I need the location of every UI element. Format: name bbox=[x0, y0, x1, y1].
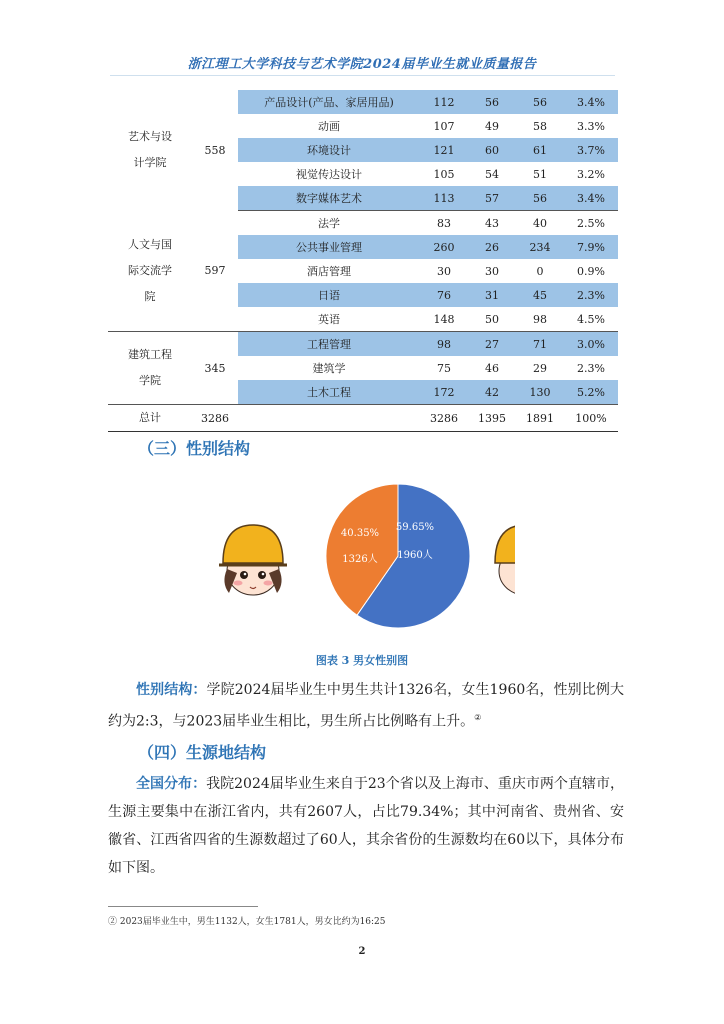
table-row bbox=[108, 90, 618, 114]
pct-cell: 3.2% bbox=[577, 167, 605, 181]
major-stats-table bbox=[108, 90, 618, 432]
female-cell: 56 bbox=[516, 90, 564, 114]
major-cell: 土木工程 bbox=[238, 380, 420, 405]
major-cell: 酒店管理 bbox=[307, 265, 351, 278]
female-cell: 29 bbox=[533, 361, 547, 375]
header-divider bbox=[110, 75, 615, 76]
pct-cell: 3.4% bbox=[564, 186, 618, 211]
male-cell: 30 bbox=[485, 264, 499, 278]
female-cell: 0 bbox=[536, 264, 544, 278]
slice-label-female-count: 1960人 bbox=[397, 550, 433, 561]
major-cell: 建筑学 bbox=[312, 362, 346, 375]
slice-label-male-pct: 40.35% bbox=[340, 528, 380, 539]
origin-lead: 全国分布： bbox=[136, 776, 207, 792]
total-cell: 113 bbox=[420, 186, 468, 211]
pct-cell: 3.3% bbox=[577, 119, 605, 133]
total-cell: 121 bbox=[420, 138, 468, 162]
pct-cell: 100% bbox=[564, 405, 618, 432]
female-cell: 1891 bbox=[516, 405, 564, 432]
female-cell: 61 bbox=[516, 138, 564, 162]
major-cell: 数字媒体艺术 bbox=[238, 186, 420, 211]
total-cell: 30 bbox=[437, 264, 451, 278]
college-name-cell: 艺术与设 计学院 bbox=[128, 130, 172, 170]
pct-cell: 2.3% bbox=[577, 361, 605, 375]
major-cell: 环境设计 bbox=[238, 138, 420, 162]
section-heading-gender: （三）性别结构 bbox=[138, 439, 251, 458]
male-cell: 42 bbox=[468, 380, 516, 405]
mascot-right-icon bbox=[495, 525, 515, 595]
gender-pie-chart bbox=[215, 478, 515, 643]
origin-paragraph bbox=[108, 770, 624, 882]
male-cell: 27 bbox=[468, 332, 516, 357]
total-cell: 105 bbox=[433, 167, 455, 181]
college-name-cell: 人文与国 际交流学 院 bbox=[108, 211, 192, 332]
total-cell: 112 bbox=[420, 90, 468, 114]
male-cell: 31 bbox=[468, 283, 516, 307]
major-cell: 日语 bbox=[238, 283, 420, 307]
male-cell: 56 bbox=[468, 90, 516, 114]
college-count-cell: 597 bbox=[192, 211, 238, 332]
pct-cell: 3.4% bbox=[564, 90, 618, 114]
male-cell: 26 bbox=[468, 235, 516, 259]
footnote: ② 2023届毕业生中，男生1132人，女生1781人，男女比约为16:25 bbox=[108, 917, 386, 927]
table-row bbox=[108, 332, 618, 357]
major-cell: 英语 bbox=[238, 307, 420, 332]
male-cell: 46 bbox=[485, 361, 499, 375]
gender-paragraph bbox=[108, 676, 624, 736]
college-name-cell: 建筑工程 学院 bbox=[108, 332, 192, 405]
total-cell: 107 bbox=[433, 119, 455, 133]
total-count-cell: 3286 bbox=[192, 405, 238, 432]
major-cell: 视觉传达设计 bbox=[296, 168, 362, 181]
footnote-ref[interactable]: ② bbox=[474, 713, 482, 722]
female-cell: 45 bbox=[516, 283, 564, 307]
pct-cell: 0.9% bbox=[577, 264, 605, 278]
total-label-cell: 总计 bbox=[108, 405, 192, 432]
total-cell: 148 bbox=[420, 307, 468, 332]
female-cell: 98 bbox=[516, 307, 564, 332]
total-cell: 75 bbox=[437, 361, 451, 375]
male-cell: 54 bbox=[485, 167, 499, 181]
male-cell: 57 bbox=[468, 186, 516, 211]
female-cell: 71 bbox=[516, 332, 564, 357]
total-cell: 3286 bbox=[420, 405, 468, 432]
college-count-cell: 345 bbox=[192, 332, 238, 405]
total-cell: 83 bbox=[437, 216, 451, 230]
male-cell: 50 bbox=[468, 307, 516, 332]
gender-lead: 性别结构： bbox=[136, 682, 207, 698]
table-total-row bbox=[108, 405, 618, 432]
empty-cell bbox=[238, 405, 420, 432]
female-cell: 51 bbox=[533, 167, 547, 181]
total-cell: 98 bbox=[420, 332, 468, 357]
major-cell: 法学 bbox=[318, 217, 340, 230]
female-cell: 130 bbox=[516, 380, 564, 405]
table-row bbox=[108, 211, 618, 236]
major-cell: 动画 bbox=[318, 120, 340, 133]
section-heading-origin: （四）生源地结构 bbox=[138, 743, 267, 762]
slice-label-male-count: 1326人 bbox=[342, 554, 378, 565]
female-cell: 40 bbox=[533, 216, 547, 230]
male-cell: 1395 bbox=[468, 405, 516, 432]
major-cell: 公共事业管理 bbox=[238, 235, 420, 259]
female-cell: 58 bbox=[533, 119, 547, 133]
slice-label-female-pct: 59.65% bbox=[395, 522, 435, 533]
male-cell: 43 bbox=[485, 216, 499, 230]
female-cell: 234 bbox=[516, 235, 564, 259]
total-cell: 76 bbox=[420, 283, 468, 307]
major-cell: 工程管理 bbox=[238, 332, 420, 357]
major-cell: 产品设计(产品、家居用品) bbox=[238, 90, 420, 114]
pct-cell: 2.3% bbox=[564, 283, 618, 307]
page-header-title: 浙江理工大学科技与艺术学院2024届毕业生就业质量报告 bbox=[187, 57, 537, 72]
college-count-cell: 558 bbox=[204, 143, 226, 157]
mascot-left-icon bbox=[219, 525, 287, 595]
pct-cell: 7.9% bbox=[564, 235, 618, 259]
pct-cell: 3.0% bbox=[564, 332, 618, 357]
male-cell: 49 bbox=[485, 119, 499, 133]
footnote-divider bbox=[108, 906, 258, 907]
page-number: 2 bbox=[358, 946, 366, 957]
pct-cell: 3.7% bbox=[564, 138, 618, 162]
pct-cell: 2.5% bbox=[577, 216, 605, 230]
chart-caption: 图表 3 男女性别图 bbox=[315, 654, 409, 667]
male-cell: 60 bbox=[468, 138, 516, 162]
pct-cell: 4.5% bbox=[564, 307, 618, 332]
total-cell: 172 bbox=[420, 380, 468, 405]
total-cell: 260 bbox=[420, 235, 468, 259]
pct-cell: 5.2% bbox=[564, 380, 618, 405]
gender-text: 学院2024届毕业生中男生共计1326名，女生1960名，性别比例大约为2:3，与2023届毕业生相比，男生所占比例略有上升。 bbox=[108, 682, 625, 730]
female-cell: 56 bbox=[516, 186, 564, 211]
origin-text: 我院2024届毕业生来自于23个省以及上海市、重庆市两个直辖市，生源主要集中在浙江省内，共有2607人，占比79.34%；其中河南省、贵州省、安徽省、江西省四省的生源数超过了60人，其余省份的生源数均在60以下，具体分布如下图。 bbox=[108, 776, 624, 876]
